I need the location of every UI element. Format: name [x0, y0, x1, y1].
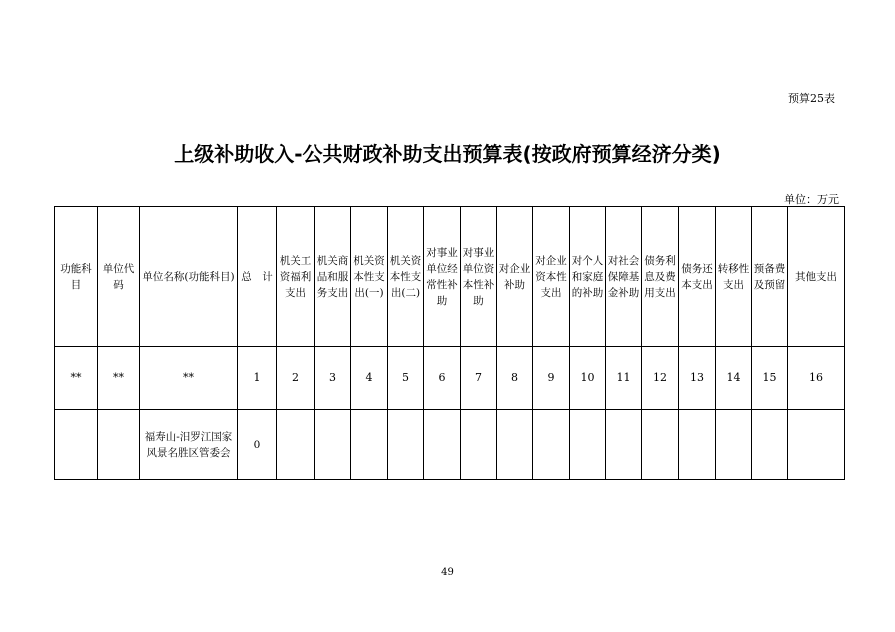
- table-cell: [424, 410, 461, 480]
- table-cell: [461, 410, 497, 480]
- header-cell: 债务还本支出: [679, 207, 716, 347]
- index-cell: **: [140, 347, 238, 410]
- index-cell: 9: [533, 347, 570, 410]
- table-cell: [315, 410, 351, 480]
- table-row: [55, 410, 845, 480]
- header-cell: 其他支出: [788, 207, 845, 347]
- table-cell: [277, 410, 315, 480]
- header-cell: 预备费及预留: [752, 207, 788, 347]
- header-cell: 对社会保障基金补助: [606, 207, 642, 347]
- table-cell: [351, 410, 388, 480]
- header-cell: 单位代码: [98, 207, 140, 347]
- header-cell: 总 计: [238, 207, 277, 347]
- form-number: 预算25表: [788, 92, 835, 105]
- header-cell: 对企业补助: [497, 207, 533, 347]
- header-cell: 对企业资本性支出: [533, 207, 570, 347]
- header-cell: 对个人和家庭的补助: [570, 207, 606, 347]
- table-cell: [55, 410, 98, 480]
- header-cell: 对事业单位经常性补助: [424, 207, 461, 347]
- table-cell: [497, 410, 533, 480]
- index-cell: 12: [642, 347, 679, 410]
- index-cell: 16: [788, 347, 845, 410]
- budget-table: [54, 206, 845, 480]
- index-cell: 13: [679, 347, 716, 410]
- header-cell: 单位名称(功能科目): [140, 207, 238, 347]
- page-number: 49: [441, 567, 454, 578]
- header-cell: 机关资本性支出(二): [388, 207, 424, 347]
- table-cell: [679, 410, 716, 480]
- index-cell: 10: [570, 347, 606, 410]
- index-cell: **: [55, 347, 98, 410]
- header-cell: 对事业单位资本性补助: [461, 207, 497, 347]
- header-cell: 转移性支出: [716, 207, 752, 347]
- index-cell: 6: [424, 347, 461, 410]
- index-cell: 4: [351, 347, 388, 410]
- table-cell: [570, 410, 606, 480]
- header-cell: 机关商品和服务支出: [315, 207, 351, 347]
- page-title: 上级补助收入-公共财政补助支出预算表(按政府预算经济分类): [174, 142, 721, 166]
- total-cell: 0: [238, 410, 277, 480]
- table-cell: [788, 410, 845, 480]
- index-cell: 3: [315, 347, 351, 410]
- index-cell: 11: [606, 347, 642, 410]
- table-cell: [388, 410, 424, 480]
- unit-label: 单位：万元: [784, 193, 839, 206]
- header-cell: 机关资本性支出(一): [351, 207, 388, 347]
- table-cell: [606, 410, 642, 480]
- header-row: [55, 207, 845, 347]
- table-cell: [716, 410, 752, 480]
- table-cell: [642, 410, 679, 480]
- unit-name-cell: 福寿山-汨罗江国家风景名胜区管委会: [140, 410, 238, 480]
- header-cell: 债务利息及费用支出: [642, 207, 679, 347]
- index-cell: 2: [277, 347, 315, 410]
- index-cell: 7: [461, 347, 497, 410]
- index-cell: 1: [238, 347, 277, 410]
- table-cell: [533, 410, 570, 480]
- table-cell: [752, 410, 788, 480]
- index-row: [55, 347, 845, 410]
- index-cell: **: [98, 347, 140, 410]
- header-cell: 机关工资福利支出: [277, 207, 315, 347]
- index-cell: 14: [716, 347, 752, 410]
- index-cell: 15: [752, 347, 788, 410]
- index-cell: 8: [497, 347, 533, 410]
- index-cell: 5: [388, 347, 424, 410]
- table-cell: [98, 410, 140, 480]
- header-cell: 功能科目: [55, 207, 98, 347]
